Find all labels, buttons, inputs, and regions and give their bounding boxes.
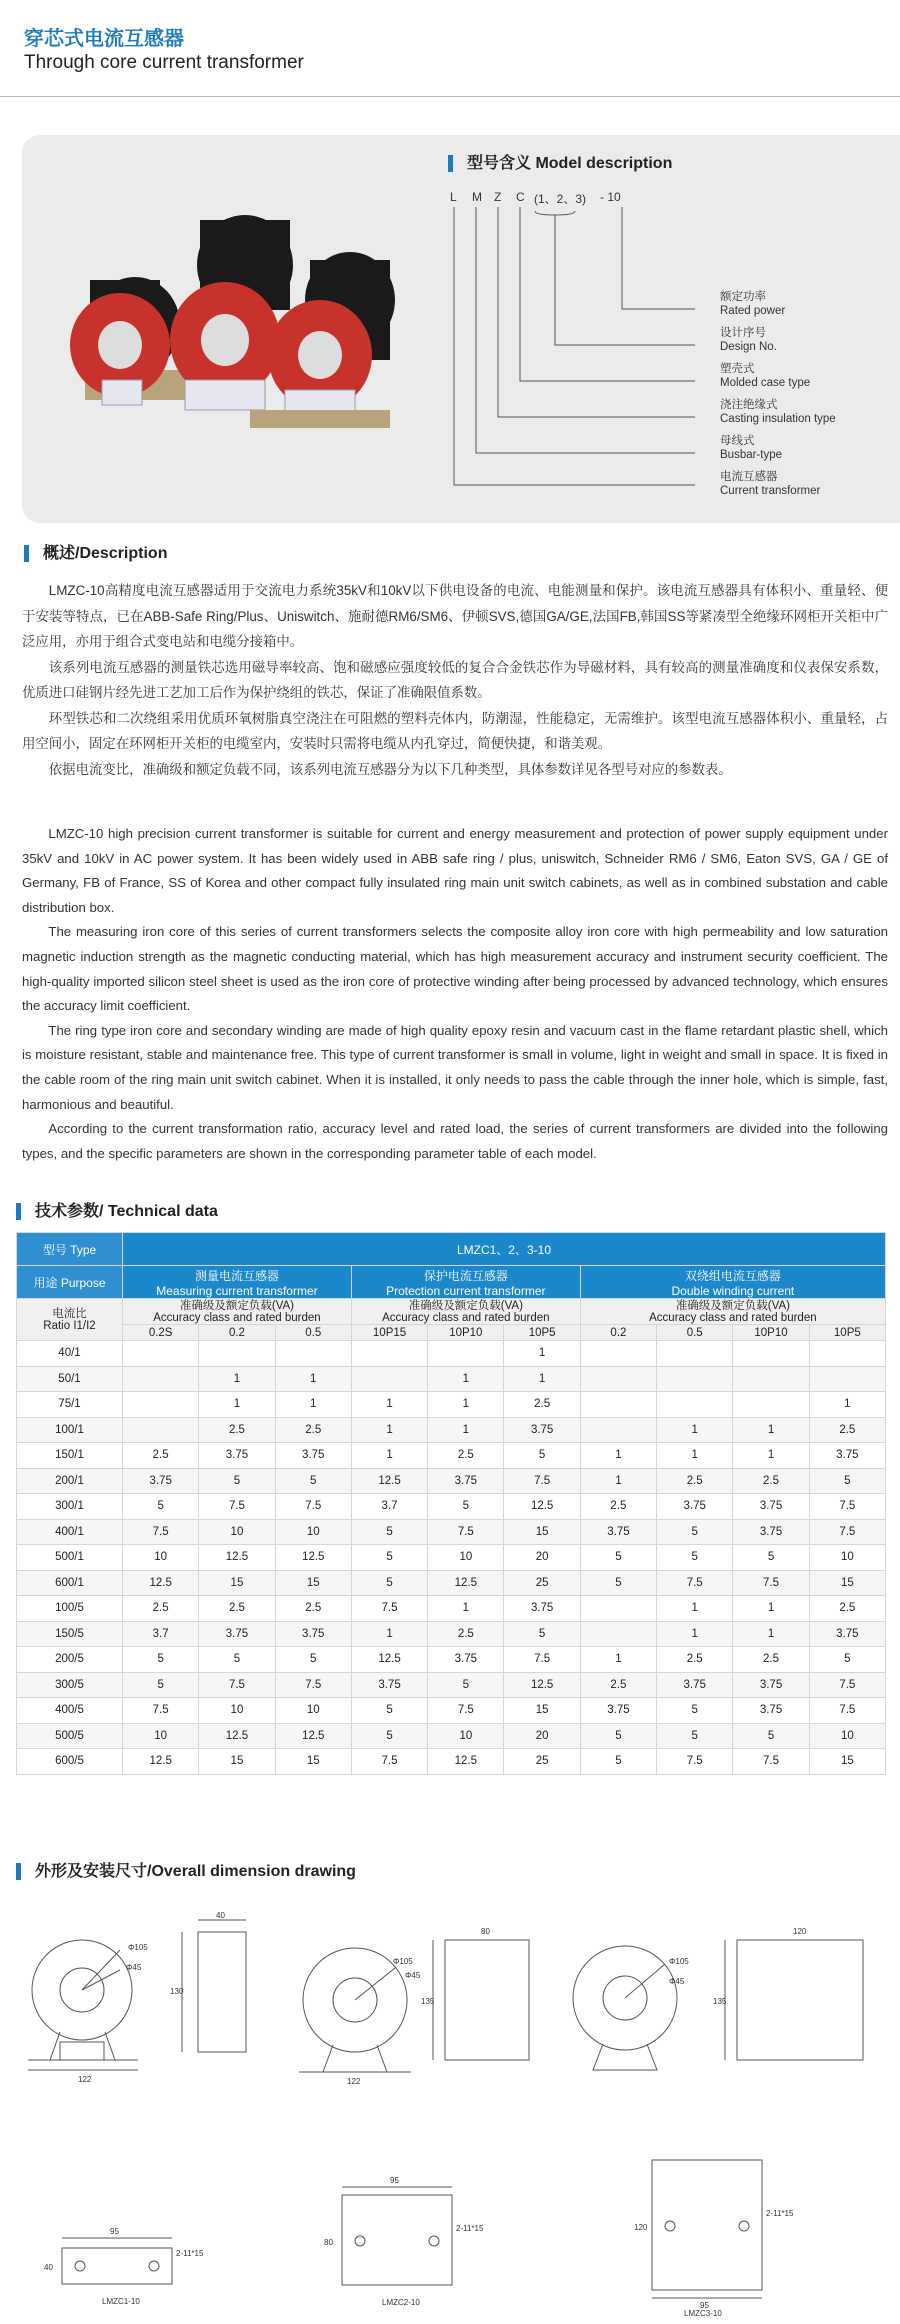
value-cell: 15 [809, 1749, 885, 1775]
value-cell: 2.5 [580, 1672, 656, 1698]
dim-label: 122 [78, 2075, 92, 2084]
accuracy-col-header: 0.2S [123, 1325, 199, 1341]
ratio-cell: 100/5 [17, 1596, 123, 1622]
table-row [17, 1545, 886, 1571]
page-title-cn: 穿芯式电流互感器 [24, 28, 184, 50]
dim-label: 95 [110, 2227, 119, 2236]
value-cell: 2.5 [123, 1596, 199, 1622]
dim-label: 2-11*15 [456, 2224, 484, 2233]
value-cell: 1 [504, 1366, 580, 1392]
value-cell [809, 1341, 885, 1367]
code-letter: M [472, 190, 482, 204]
purpose-double: 双绕组电流互感器 Double winding current [580, 1266, 885, 1299]
value-cell: 5 [199, 1647, 275, 1673]
value-cell: 2.5 [657, 1468, 733, 1494]
value-cell: 5 [351, 1570, 427, 1596]
paragraph: The measuring iron core of this series of current transformers selects the composite alloy iron core with high permeability and low saturation magnetic induction strength as the magnetic conducting material, which has high measurement accuracy and instrument security coefficient. The high-quality imported silicon steel sheet is used as the iron core of protective winding after being processed by advanced technology, which ensures the accuracy limit coefficient. [22, 924, 888, 1014]
value-cell: 1 [428, 1596, 504, 1622]
type-value: LMZC1、2、3-10 [123, 1233, 886, 1266]
value-cell: 5 [123, 1494, 199, 1520]
model-label: 额定功率 Rated power [720, 291, 786, 317]
table-row [17, 1392, 886, 1418]
code-letter: - 10 [600, 190, 621, 204]
value-cell: 7.5 [657, 1570, 733, 1596]
value-cell: 12.5 [351, 1468, 427, 1494]
table-row [17, 1570, 886, 1596]
value-cell: 3.75 [733, 1494, 809, 1520]
value-cell: 1 [504, 1341, 580, 1367]
value-cell [123, 1366, 199, 1392]
dim-label: 135 [421, 1997, 435, 2006]
accuracy-header: 准确级及额定负载(VA) Accuracy class and rated burden [351, 1299, 580, 1325]
drawing-lmzc1-front [20, 1911, 280, 2120]
dim-label: Φ45 [669, 1977, 685, 1986]
dim-label: 80 [481, 1927, 490, 1936]
value-cell: 7.5 [733, 1749, 809, 1775]
ratio-cell: 50/1 [17, 1366, 123, 1392]
value-cell: 5 [580, 1570, 656, 1596]
value-cell: 12.5 [275, 1545, 351, 1571]
paragraph: LMZC-10 high precision current transformer is suitable for current and energy measurement and protection of power supply equipment under 35kV and 10kV in AC power system. It has been widely used in ABB safe ring / plus, uniswitch, Schneider RM6 / SM6, Eaton SVS, GA / GE of Germany, FB of France, SS of Korea and other compact fully insulated ring main unit switch cabinets, as well as in combined substation and cable distribution box. [22, 826, 888, 915]
value-cell: 7.5 [199, 1494, 275, 1520]
value-cell: 7.5 [504, 1468, 580, 1494]
value-cell: 12.5 [428, 1570, 504, 1596]
dim-label: 122 [347, 2077, 361, 2086]
table-row [17, 1341, 886, 1367]
accuracy-header: 准确级及额定负载(VA) Accuracy class and rated burden [580, 1299, 885, 1325]
value-cell: 2.5 [580, 1494, 656, 1520]
value-cell [657, 1392, 733, 1418]
page-title-en: Through core current transformer [24, 52, 304, 73]
model-label: 母线式 Busbar-type [720, 435, 783, 461]
value-cell: 1 [275, 1392, 351, 1418]
ratio-cell: 500/5 [17, 1723, 123, 1749]
value-cell: 2.5 [733, 1647, 809, 1673]
dim-label: Φ105 [128, 1943, 148, 1952]
ratio-cell: 75/1 [17, 1392, 123, 1418]
ratio-cell: 40/1 [17, 1341, 123, 1367]
value-cell: 1 [580, 1468, 656, 1494]
value-cell: 7.5 [809, 1672, 885, 1698]
value-cell: 3.75 [733, 1672, 809, 1698]
value-cell: 7.5 [123, 1519, 199, 1545]
value-cell [580, 1621, 656, 1647]
value-cell: 12.5 [504, 1672, 580, 1698]
dimension-heading: 外形及安装尺寸/Overall dimension drawing [16, 1863, 356, 1880]
value-cell: 3.75 [199, 1443, 275, 1469]
value-cell: 5 [580, 1749, 656, 1775]
value-cell: 1 [733, 1596, 809, 1622]
value-cell: 7.5 [428, 1698, 504, 1724]
purpose-label: 用途 Purpose [17, 1266, 123, 1299]
value-cell: 7.5 [351, 1749, 427, 1775]
product-photo [60, 220, 400, 450]
value-cell: 5 [504, 1443, 580, 1469]
model-label: 设计序号 Design No. [720, 327, 777, 353]
value-cell: 5 [123, 1647, 199, 1673]
value-cell: 5 [351, 1519, 427, 1545]
value-cell: 10 [809, 1723, 885, 1749]
value-cell: 2.5 [199, 1596, 275, 1622]
value-cell: 1 [657, 1443, 733, 1469]
value-cell: 3.75 [657, 1494, 733, 1520]
value-cell: 25 [504, 1570, 580, 1596]
ratio-cell: 400/5 [17, 1698, 123, 1724]
value-cell: 10 [123, 1545, 199, 1571]
ratio-cell: 150/1 [17, 1443, 123, 1469]
accuracy-col-header: 10P15 [351, 1325, 427, 1341]
model-caption: LMZC3-10 [684, 2309, 722, 2318]
value-cell: 5 [351, 1698, 427, 1724]
base-lmzc2 [320, 2175, 520, 2315]
value-cell [580, 1366, 656, 1392]
value-cell: 2.5 [733, 1468, 809, 1494]
value-cell: 7.5 [123, 1698, 199, 1724]
value-cell: 7.5 [428, 1519, 504, 1545]
value-cell: 1 [275, 1366, 351, 1392]
value-cell: 12.5 [123, 1749, 199, 1775]
ratio-cell: 150/5 [17, 1621, 123, 1647]
value-cell: 7.5 [351, 1596, 427, 1622]
value-cell: 12.5 [275, 1723, 351, 1749]
model-caption: LMZC2-10 [382, 2298, 420, 2307]
paragraph: 依据电流变比，准确级和额定负载不同，该系列电流互感器分为以下几种类型，具体参数详见各型号对应的参数表。 [48, 761, 732, 777]
value-cell: 7.5 [733, 1570, 809, 1596]
value-cell: 5 [657, 1723, 733, 1749]
value-cell [657, 1366, 733, 1392]
model-label: 塑壳式 Molded case type [720, 363, 811, 389]
value-cell: 15 [809, 1570, 885, 1596]
value-cell: 3.75 [428, 1647, 504, 1673]
value-cell: 1 [199, 1392, 275, 1418]
table-row [17, 1468, 886, 1494]
tech-table [16, 1232, 886, 1775]
model-leader-lines [450, 205, 650, 495]
value-cell: 2.5 [504, 1392, 580, 1418]
accuracy-col-header: 10P10 [733, 1325, 809, 1341]
value-cell [733, 1392, 809, 1418]
model-label: 电流互感器 Current transformer [720, 471, 821, 497]
value-cell: 3.75 [275, 1443, 351, 1469]
description-en [22, 822, 888, 1166]
value-cell: 5 [428, 1494, 504, 1520]
ratio-cell: 100/1 [17, 1417, 123, 1443]
accuracy-col-header: 10P5 [504, 1325, 580, 1341]
dim-label: Φ45 [126, 1963, 142, 1972]
value-cell: 1 [351, 1621, 427, 1647]
value-cell [428, 1341, 504, 1367]
value-cell [351, 1366, 427, 1392]
value-cell: 1 [199, 1366, 275, 1392]
value-cell: 20 [504, 1545, 580, 1571]
table-row [17, 1443, 886, 1469]
accuracy-header: 准确级及额定负载(VA) Accuracy class and rated burden [123, 1299, 352, 1325]
value-cell: 15 [504, 1519, 580, 1545]
value-cell: 15 [504, 1698, 580, 1724]
paragraph: 该系列电流互感器的测量铁芯选用磁导率较高、饱和磁感应强度较低的复合合金铁芯作为导磁材料，具有较高的测量准确度和仪表保安系数，优质进口硅钢片经先进工艺加工后作为保护绕组的铁芯，保证了准确限值系数。 [22, 659, 888, 700]
model-code [450, 190, 650, 206]
accuracy-col-header: 10P5 [809, 1325, 885, 1341]
value-cell: 3.75 [809, 1621, 885, 1647]
model-heading: 型号含义 Model description [448, 155, 672, 172]
base-lmzc1 [40, 2200, 240, 2310]
accuracy-col-header: 0.5 [657, 1325, 733, 1341]
value-cell: 3.7 [351, 1494, 427, 1520]
value-cell: 2.5 [123, 1443, 199, 1469]
ratio-cell: 600/5 [17, 1749, 123, 1775]
dim-label: 95 [390, 2176, 399, 2185]
value-cell: 3.75 [580, 1519, 656, 1545]
value-cell: 25 [504, 1749, 580, 1775]
table-row [17, 1417, 886, 1443]
value-cell: 5 [733, 1723, 809, 1749]
value-cell: 7.5 [504, 1647, 580, 1673]
value-cell: 7.5 [809, 1698, 885, 1724]
dim-label: 40 [216, 1911, 225, 1920]
table-row [17, 1596, 886, 1622]
value-cell [809, 1366, 885, 1392]
value-cell: 10 [275, 1519, 351, 1545]
value-cell: 1 [428, 1392, 504, 1418]
code-letter: C [516, 190, 525, 204]
purpose-measuring: 测量电流互感器 Measuring current transformer [123, 1266, 352, 1299]
dim-label: Φ105 [393, 1957, 413, 1966]
description-cn [22, 578, 888, 782]
value-cell: 1 [657, 1417, 733, 1443]
value-cell: 12.5 [428, 1749, 504, 1775]
value-cell: 7.5 [275, 1672, 351, 1698]
value-cell: 5 [199, 1468, 275, 1494]
value-cell: 1 [733, 1417, 809, 1443]
dim-label: 95 [700, 2301, 709, 2310]
dim-label: 135 [713, 1997, 727, 2006]
value-cell: 5 [580, 1723, 656, 1749]
value-cell: 1 [351, 1443, 427, 1469]
value-cell: 10 [199, 1698, 275, 1724]
value-cell: 5 [809, 1647, 885, 1673]
value-cell: 7.5 [275, 1494, 351, 1520]
value-cell: 3.75 [351, 1672, 427, 1698]
table-row [17, 1698, 886, 1724]
value-cell: 12.5 [199, 1723, 275, 1749]
value-cell [123, 1417, 199, 1443]
value-cell: 3.75 [504, 1596, 580, 1622]
value-cell: 1 [428, 1417, 504, 1443]
value-cell [733, 1366, 809, 1392]
value-cell: 1 [809, 1392, 885, 1418]
value-cell: 10 [428, 1545, 504, 1571]
value-cell [123, 1341, 199, 1367]
header-divider [0, 96, 900, 97]
value-cell: 3.75 [275, 1621, 351, 1647]
value-cell: 10 [199, 1519, 275, 1545]
ratio-cell: 300/1 [17, 1494, 123, 1520]
value-cell: 2.5 [428, 1621, 504, 1647]
value-cell [580, 1417, 656, 1443]
value-cell: 5 [428, 1672, 504, 1698]
value-cell: 15 [199, 1570, 275, 1596]
value-cell: 3.75 [504, 1417, 580, 1443]
value-cell: 15 [275, 1749, 351, 1775]
value-cell: 2.5 [275, 1596, 351, 1622]
ratio-cell: 600/1 [17, 1570, 123, 1596]
table-row [17, 1749, 886, 1775]
value-cell: 7.5 [199, 1672, 275, 1698]
ratio-cell: 500/1 [17, 1545, 123, 1571]
paragraph: The ring type iron core and secondary winding are made of high quality epoxy resin and vacuum cast in the flame retardant plastic shell, which is moisture resistant, stable and maintenance free. This type of current transformer is small in volume, light in weight and small in space. It is fixed in the cable room of the ring main unit switch cabinet. When it is installed, it only needs to pass the cable through the inner hole, which is simple, fast, harmonious and beautiful. [22, 1022, 888, 1112]
value-cell [657, 1341, 733, 1367]
value-cell: 3.75 [428, 1468, 504, 1494]
value-cell: 5 [580, 1545, 656, 1571]
value-cell: 5 [351, 1723, 427, 1749]
value-cell: 1 [733, 1621, 809, 1647]
value-cell: 1 [580, 1647, 656, 1673]
tech-heading: 技术参数/ Technical data [16, 1203, 218, 1220]
type-label: 型号 Type [17, 1233, 123, 1266]
value-cell: 2.5 [275, 1417, 351, 1443]
dim-label: Φ45 [405, 1971, 421, 1980]
ratio-cell: 200/5 [17, 1647, 123, 1673]
value-cell: 1 [428, 1366, 504, 1392]
code-letter: Z [494, 190, 502, 204]
ratio-cell: 400/1 [17, 1519, 123, 1545]
ratio-cell: 200/1 [17, 1468, 123, 1494]
value-cell [351, 1341, 427, 1367]
model-label: 浇注绝缘式 Casting insulation type [720, 399, 836, 425]
value-cell: 3.75 [809, 1443, 885, 1469]
value-cell: 7.5 [809, 1519, 885, 1545]
value-cell: 12.5 [351, 1647, 427, 1673]
value-cell: 20 [504, 1723, 580, 1749]
model-caption: LMZC1-10 [102, 2297, 140, 2306]
value-cell: 15 [275, 1570, 351, 1596]
value-cell: 2.5 [809, 1417, 885, 1443]
value-cell: 1 [733, 1443, 809, 1469]
value-cell: 10 [275, 1698, 351, 1724]
value-cell: 2.5 [657, 1647, 733, 1673]
code-letter: L [450, 190, 457, 204]
dim-label: 2-11*15 [766, 2209, 794, 2218]
ratio-cell: 300/5 [17, 1672, 123, 1698]
value-cell: 5 [657, 1698, 733, 1724]
value-cell: 7.5 [657, 1749, 733, 1775]
value-cell [580, 1341, 656, 1367]
value-cell: 1 [351, 1417, 427, 1443]
table-row [17, 1723, 886, 1749]
value-cell [123, 1392, 199, 1418]
accuracy-col-header: 0.2 [580, 1325, 656, 1341]
value-cell: 3.75 [733, 1698, 809, 1724]
table-row [17, 1621, 886, 1647]
value-cell: 12.5 [123, 1570, 199, 1596]
value-cell: 7.5 [809, 1494, 885, 1520]
value-cell: 1 [657, 1621, 733, 1647]
value-cell: 2.5 [809, 1596, 885, 1622]
value-cell: 3.75 [733, 1519, 809, 1545]
base-lmzc3 [630, 2150, 830, 2318]
value-cell [580, 1596, 656, 1622]
value-cell [580, 1392, 656, 1418]
table-row [17, 1519, 886, 1545]
value-cell: 5 [275, 1468, 351, 1494]
dim-label: Φ105 [669, 1957, 689, 1966]
dim-label: 120 [793, 1927, 807, 1936]
purpose-protection: 保护电流互感器 Protection current transformer [351, 1266, 580, 1299]
value-cell: 5 [809, 1468, 885, 1494]
value-cell: 5 [733, 1545, 809, 1571]
dim-label: 2-11*15 [176, 2249, 204, 2258]
value-cell: 5 [657, 1519, 733, 1545]
value-cell: 10 [123, 1723, 199, 1749]
value-cell: 5 [275, 1647, 351, 1673]
dim-label: 40 [44, 2263, 53, 2272]
dim-label: 80 [324, 2238, 333, 2247]
dim-label: 120 [634, 2223, 648, 2232]
value-cell: 1 [580, 1443, 656, 1469]
code-letter: (1、2、3) [534, 192, 587, 206]
value-cell: 2.5 [428, 1443, 504, 1469]
paragraph: According to the current transformation ratio, accuracy level and rated load, the series of current transformers are divided into the following types, and the specific parameters are shown in the corresponding parameter table of each model. [22, 1121, 888, 1161]
table-row [17, 1366, 886, 1392]
paragraph: LMZC-10高精度电流互感器适用于交流电力系统35kV和10kV以下供电设备的电流、电能测量和保护。该电流互感器具有体积小、重量轻、便于安装等特点，已在ABB-Safe Ring/Plus、Uniswitch、施耐德RM6/SM6、伊顿SVS,德国GA/GE,法国FB,韩国SS等紧凑型全绝缘环网柜开关柜中广泛应用，亦用于组合式变电站和电缆分接箱中。 [22, 583, 888, 649]
value-cell: 12.5 [504, 1494, 580, 1520]
description-heading: 概述/Description [24, 545, 167, 562]
value-cell [275, 1341, 351, 1367]
value-cell: 12.5 [199, 1545, 275, 1571]
drawing-lmzc3-front [565, 1920, 895, 2120]
accuracy-col-header: 10P10 [428, 1325, 504, 1341]
value-cell: 5 [657, 1545, 733, 1571]
dim-label: 130 [170, 1987, 184, 1996]
table-row [17, 1494, 886, 1520]
value-cell: 10 [809, 1545, 885, 1571]
value-cell: 3.75 [657, 1672, 733, 1698]
value-cell: 5 [123, 1672, 199, 1698]
value-cell: 5 [504, 1621, 580, 1647]
value-cell: 15 [199, 1749, 275, 1775]
ratio-label: 电流比 Ratio I1/I2 [17, 1299, 123, 1341]
value-cell: 2.5 [199, 1417, 275, 1443]
value-cell: 5 [351, 1545, 427, 1571]
table-row [17, 1647, 886, 1673]
value-cell: 1 [351, 1392, 427, 1418]
value-cell: 3.75 [580, 1698, 656, 1724]
drawing-lmzc2-front [285, 1920, 575, 2120]
table-row [17, 1672, 886, 1698]
value-cell: 3.75 [123, 1468, 199, 1494]
value-cell: 1 [657, 1596, 733, 1622]
value-cell: 3.7 [123, 1621, 199, 1647]
paragraph: 环型铁芯和二次绕组采用优质环氧树脂真空浇注在可阻燃的塑料壳体内，防潮湿，性能稳定，无需维护。该型电流互感器体积小、重量轻，占用空间小，固定在环网柜开关柜的电缆室内，安装时只需将电缆从内孔穿过，简便快捷，和谐美观。 [22, 710, 888, 751]
value-cell: 10 [428, 1723, 504, 1749]
value-cell [199, 1341, 275, 1367]
value-cell [733, 1341, 809, 1367]
accuracy-col-header: 0.5 [275, 1325, 351, 1341]
value-cell: 3.75 [199, 1621, 275, 1647]
accuracy-col-header: 0.2 [199, 1325, 275, 1341]
